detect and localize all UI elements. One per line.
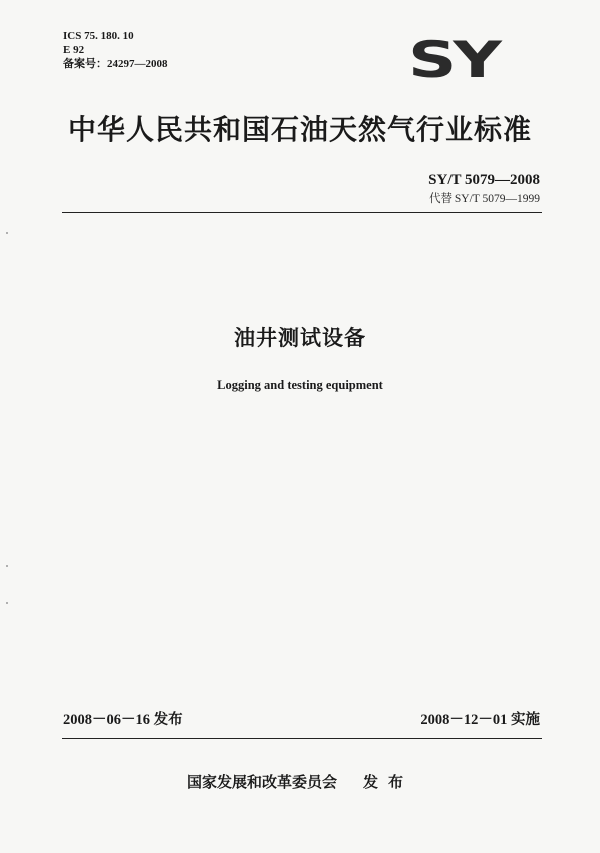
classification-code: E 92 (63, 44, 85, 56)
document-title-en: Logging and testing equipment (217, 378, 383, 392)
replaces-standard: 代替 SY/T 5079—1999 (429, 193, 540, 205)
scan-speck (6, 565, 8, 567)
issuer-name: 国家发展和改革委员会 (186, 773, 337, 791)
standard-code: SY/T 5079—2008 (428, 172, 540, 188)
issuer-line (0, 772, 600, 792)
scan-speck (6, 602, 8, 604)
bottom-divider (62, 738, 542, 739)
document-title-zh: 油井测试设备 (234, 326, 366, 350)
filing-number: 备案号：24297—2008 (63, 58, 168, 70)
scan-speck (6, 232, 8, 234)
top-divider (62, 212, 542, 213)
standard-body-title: 中华人民共和国石油天然气行业标准 (67, 113, 532, 146)
issue-word: 发布 (363, 773, 414, 791)
effective-date: 2008－12－01 实施 (420, 712, 540, 728)
ics-code: ICS 75. 180. 10 (63, 30, 134, 42)
sy-logo: SY (408, 31, 499, 90)
publish-date: 2008－06－16 发布 (63, 712, 183, 728)
